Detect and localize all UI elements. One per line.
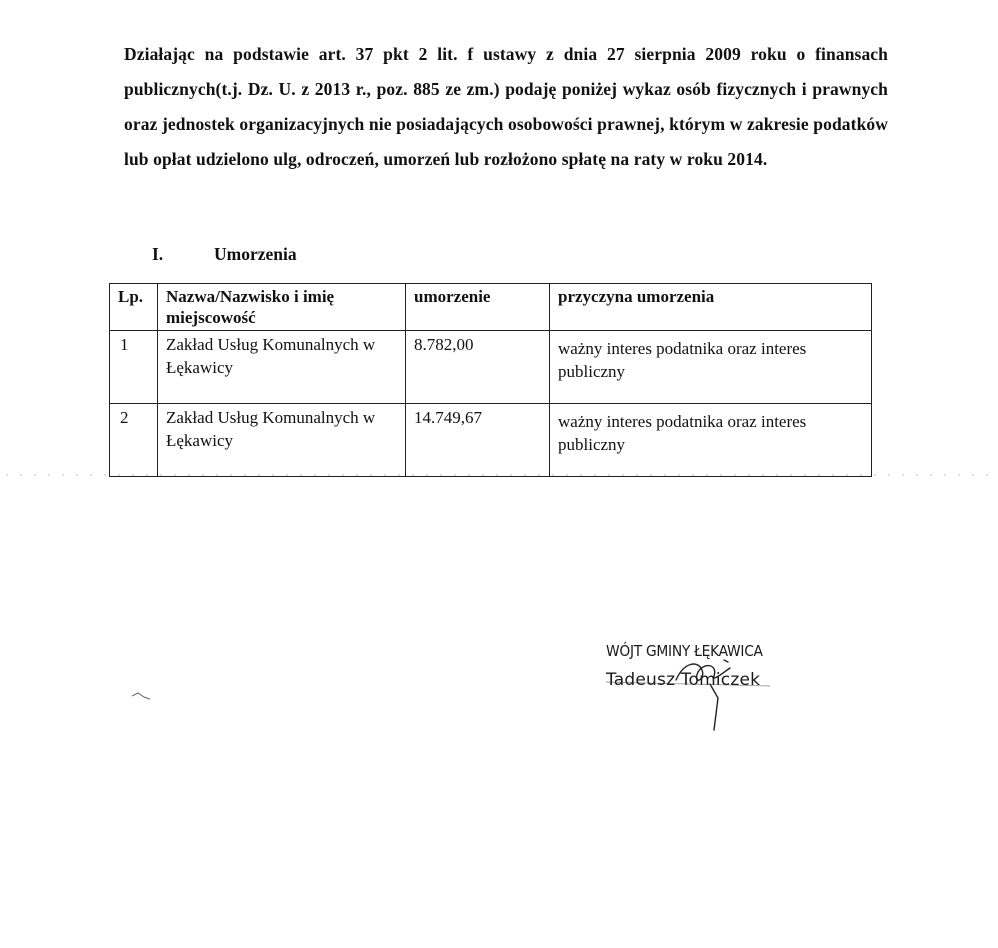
section-title: Umorzenia <box>214 244 297 264</box>
intro-paragraph: Działając na podstawie art. 37 pkt 2 lit. f ustawy z dnia 27 sierpnia 2009 roku o finansach publicznych(t.j. Dz. U. z 2013 r., poz. 885 ze zm.) podaję poniżej wykaz osób fizycznych i prawnych oraz jednostek organizacyjnych nie posiadających osobowości prawnej, którym w zakresie podatków lub opłat udzielono ulg, odroczeń, umorzeń lub rozłożono spłatę na raty w roku 2014. <box>124 44 888 169</box>
cell-lp: 1 <box>110 331 158 404</box>
header-lp: Lp. <box>110 284 158 331</box>
cell-lp: 2 <box>110 404 158 477</box>
remissions-table <box>109 283 872 477</box>
header-reason: przyczyna umorzenia <box>550 284 872 331</box>
cell-name: Zakład Usług Komunalnych w Łękawicy <box>158 404 406 477</box>
table-header-row <box>110 284 872 331</box>
signature-stamp <box>606 642 776 690</box>
stamp-name: Tadeusz Tomiczek <box>606 670 761 690</box>
header-name: Nazwa/Nazwisko i imię miejscowość <box>158 284 406 331</box>
cell-name: Zakład Usług Komunalnych w Łękawicy <box>158 331 406 404</box>
cell-amount: 8.782,00 <box>406 331 550 404</box>
section-number: I. <box>152 244 164 264</box>
cell-reason: ważny interes podatnika oraz interes publiczny <box>550 404 872 477</box>
cell-amount: 14.749,67 <box>406 404 550 477</box>
section-heading <box>152 244 297 265</box>
header-amount: umorzenie <box>406 284 550 331</box>
scan-speck <box>130 690 152 702</box>
scan-dotted-line <box>0 474 998 476</box>
table-row <box>110 404 872 477</box>
table-row <box>110 331 872 404</box>
cell-reason: ważny interes podatnika oraz interes publiczny <box>550 331 872 404</box>
stamp-office: WÓJT GMINY ŁĘKAWICA <box>606 642 763 660</box>
